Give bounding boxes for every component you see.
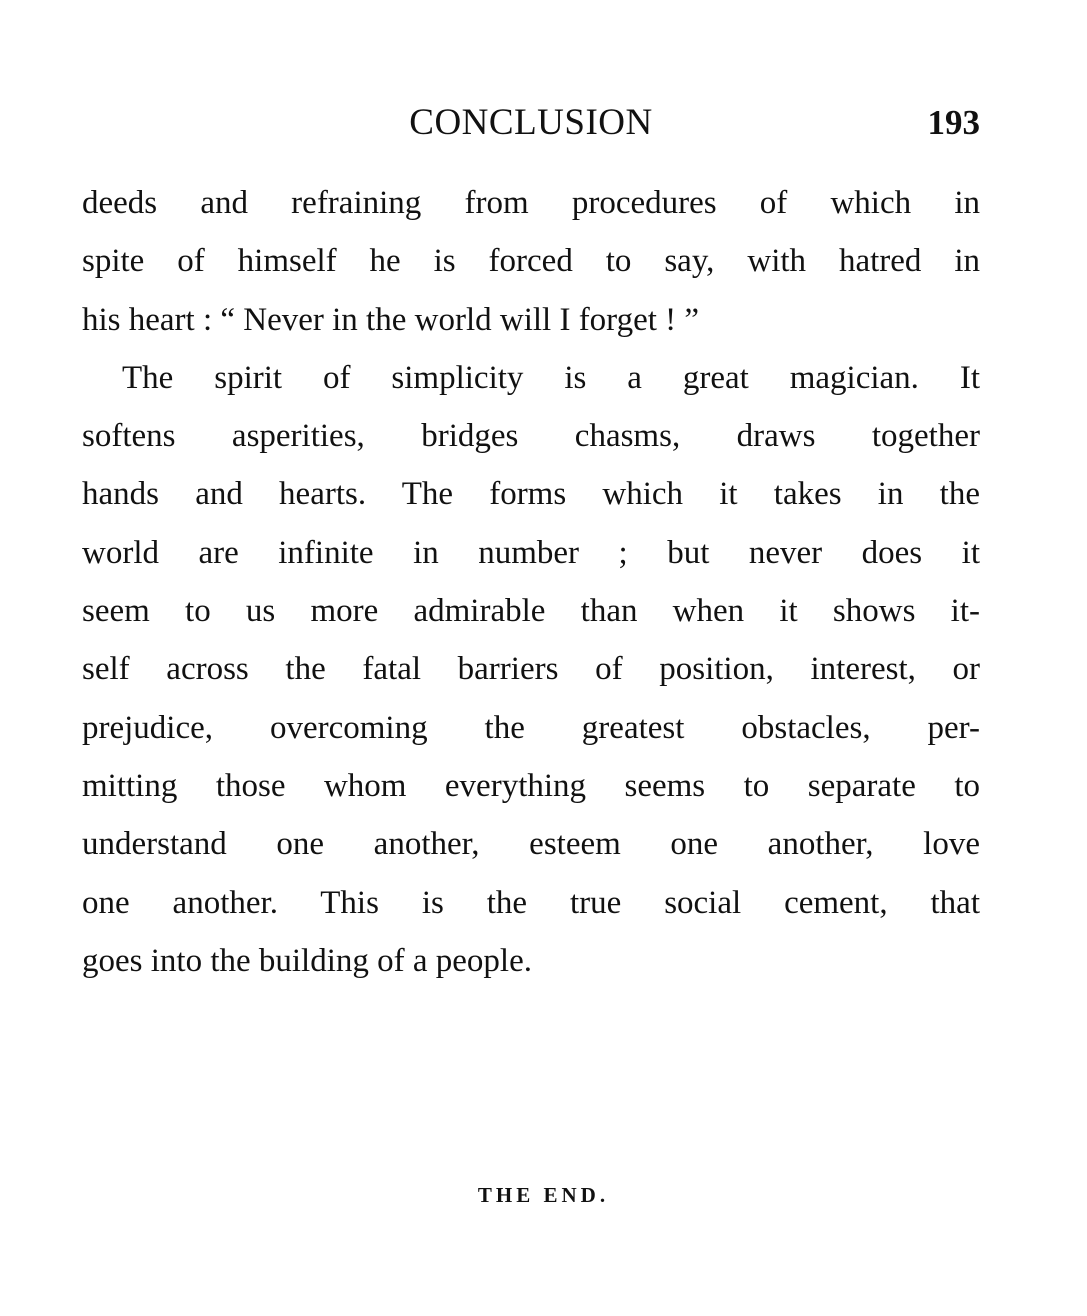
text-line: The spirit of simplicity is a great magician. It: [122, 359, 980, 396]
text-line: prejudice, overcoming the greatest obstacles, per-: [82, 709, 980, 746]
text-line: seem to us more admirable than when it shows it-: [82, 593, 980, 630]
text-line: understand one another, esteem one another, love: [82, 826, 980, 863]
running-title: CONCLUSION: [409, 102, 653, 143]
text-line: mitting those whom everything seems to separate to: [82, 767, 980, 804]
text-line: self across the fatal barriers of position, interest, or: [82, 651, 980, 688]
text-line: deeds and refraining from procedures of which in: [82, 185, 980, 221]
text-line: goes into the building of a people.: [82, 942, 532, 979]
text-line: softens asperities, bridges chasms, draws together: [82, 418, 980, 455]
running-head: [82, 98, 980, 148]
page-number: 193: [927, 103, 980, 142]
paragraph-2: [82, 349, 980, 990]
text-line: spite of himself he is forced to say, with hatred in: [82, 243, 980, 280]
text-line: one another. This is the true social cement, that: [82, 884, 980, 921]
paragraph-1: [82, 174, 980, 349]
text-line: world are infinite in number ; but never does it: [82, 534, 980, 571]
end-mark: THE END.: [477, 1183, 610, 1207]
text-line: hands and hearts. The forms which it takes in the: [82, 476, 980, 513]
body-text: [82, 174, 980, 990]
text-line: his heart : “ Never in the world will I forget ! ”: [82, 301, 700, 338]
